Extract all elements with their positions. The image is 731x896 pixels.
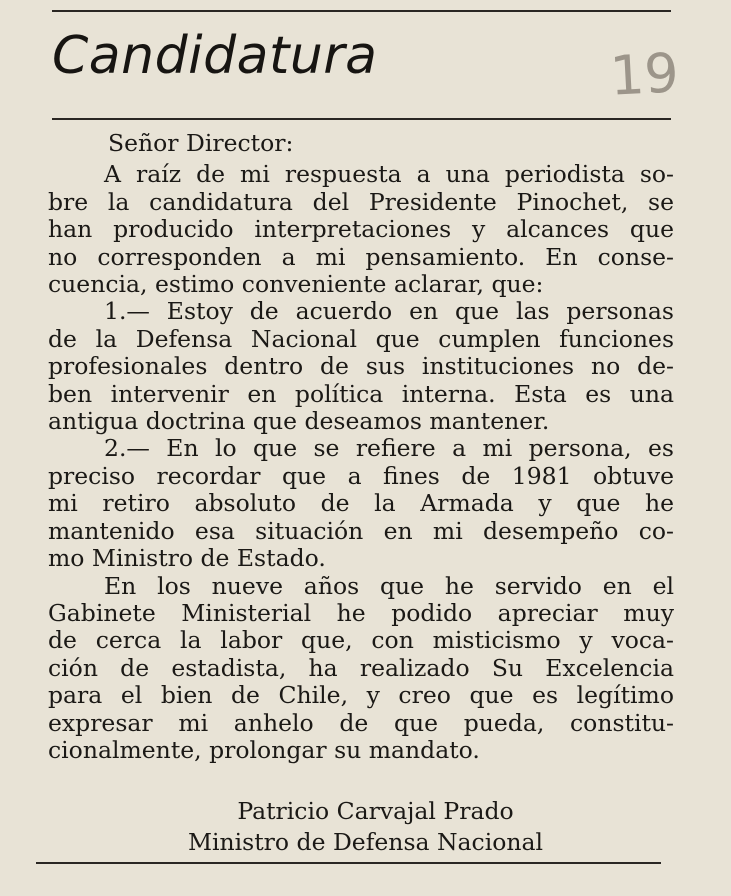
signature-name: Patricio Carvajal Prado [237,797,514,825]
text-line: ben intervenir en política interna. Esta es una [48,379,674,408]
text-line: 2.— En lo que se refiere a mi persona, es [104,434,674,463]
text-line: han producido interpretaciones y alcances que [48,215,674,244]
text-line: 1.— Estoy de acuerdo en que las personas [104,297,674,326]
text-line: mi retiro absoluto de la Armada y que he [48,489,674,518]
text-line: En los nueve años que he servido en el [104,571,674,600]
text-line: de cerca la labor que, con misticismo y voca- [48,626,674,655]
text-line: cuencia, estimo conveniente aclarar, que: [48,270,544,299]
text-line: mantenido esa situación en mi desempeño co- [48,516,674,545]
signature-title: Ministro de Defensa Nacional [187,828,544,856]
text-line: expresar mi anhelo de que pueda, constitu- [48,708,674,737]
paragraph-4 [48,573,674,765]
text-line: ción de estadista, ha realizado Su Excelencia [48,653,674,682]
paragraph-2 [48,298,674,435]
text-line: cionalmente, prolongar su mandato. [48,735,480,764]
text-line: preciso recordar que a fines de 1981 obtuve [48,461,674,490]
paragraph-3 [48,435,674,572]
text-line: bre la candidatura del Presidente Pinochet, se [48,187,674,216]
text-line: profesionales dentro de sus instituciones no de- [48,352,674,381]
text-line: A raíz de mi respuesta a una periodista so- [104,160,674,189]
paragraph-1 [48,161,674,298]
signature-block [0,796,731,858]
letter-body [48,130,674,764]
text-line: para el bien de Chile, y creo que es legítimo [48,681,674,710]
handwritten-mark: 19 [608,41,681,108]
text-line: de la Defensa Nacional que cumplen funciones [48,324,674,353]
top-rule [52,10,671,12]
bottom-rule [36,862,661,864]
headline: Candidatura [52,26,378,86]
text-line: mo Ministro de Estado. [48,544,326,573]
text-line: antigua doctrina que deseamos mantener. [48,407,550,436]
salutation: Señor Director: [108,129,294,157]
text-line: Gabinete Ministerial he podido apreciar muy [48,598,674,627]
text-line: no corresponden a mi pensamiento. En conse- [48,242,674,271]
headline-rule [52,118,671,120]
